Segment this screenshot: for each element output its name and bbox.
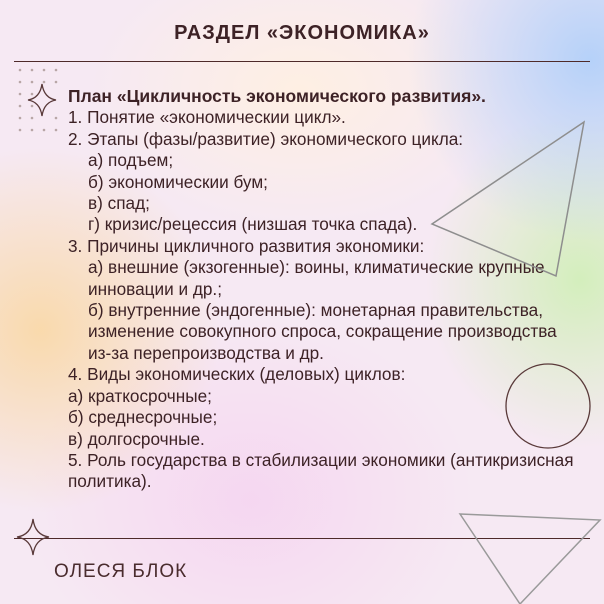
plan-item: 2. Этапы (фазы/развитие) экономического цикла: bbox=[68, 128, 464, 149]
top-divider bbox=[14, 61, 590, 62]
plan-item: 3. Причины цикличного развития экономики: bbox=[68, 235, 425, 256]
plan-subitem: в) долгосрочные. bbox=[68, 428, 205, 449]
plan-subitem: а) подъем; bbox=[88, 150, 174, 171]
author-name: ОЛЕСЯ БЛОК bbox=[54, 561, 188, 582]
plan-subitem: б) экономическии бум; bbox=[88, 171, 268, 192]
page-title: РАЗДЕЛ «ЭКОНОМИКА» bbox=[174, 22, 430, 44]
plan-subitem: а) внешние (экзогенные): воины, климатические крупные инновации и др.; bbox=[88, 257, 545, 299]
plan-block bbox=[68, 86, 598, 493]
sparkle-icon bbox=[17, 519, 49, 555]
plan-subitem: в) спад; bbox=[88, 193, 150, 214]
plan-title: План «Цикличность экономического развития». bbox=[68, 86, 486, 106]
plan-item: 5. Роль государства в стабилизации экономики (антикризисная политика). bbox=[68, 449, 574, 492]
plan-subitem: а) краткосрочные; bbox=[68, 385, 212, 406]
plan-subitem: г) кризис/рецессия (низшая точка спада). bbox=[88, 214, 418, 235]
dot-grid-icon bbox=[19, 69, 58, 132]
triangle-outline-icon bbox=[460, 514, 600, 604]
bottom-divider bbox=[14, 538, 590, 539]
plan-item: 1. Понятие «экономическии цикл». bbox=[68, 107, 346, 128]
plan-subitem: б) среднесрочные; bbox=[68, 407, 218, 428]
plan-item: 4. Виды экономических (деловых) циклов: bbox=[68, 364, 406, 385]
sparkle-icon bbox=[28, 84, 56, 116]
plan-subitem: б) внутренние (эндогенные): монетарная правительства, изменение совокупного спроса, сокращение производства из-за перепроизводства и др. bbox=[88, 300, 557, 363]
